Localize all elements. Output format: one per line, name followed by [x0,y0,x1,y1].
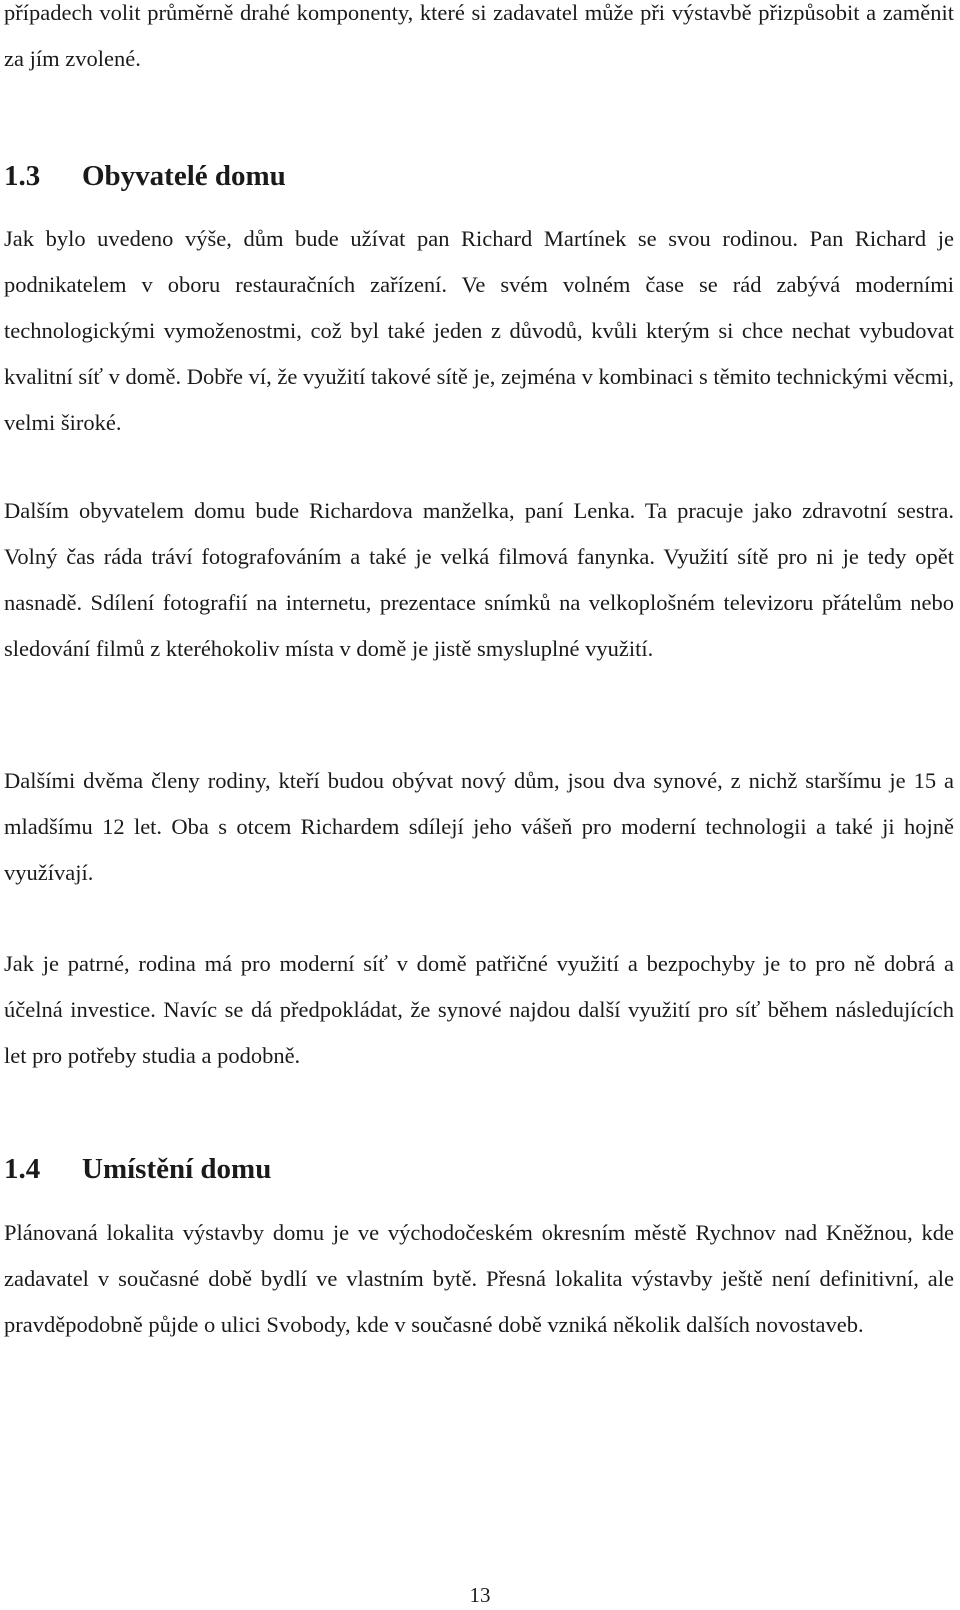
paragraph-residents-sons: Dalšími dvěma členy rodiny, kteří budou obývat nový dům, jsou dva synové, z nichž staršímu je 15 a mladšímu 12 let. Oba s otcem Richardem sdílejí jeho vášeň pro moderní technologii a také ji hojně využívají. [4,768,954,885]
paragraph-residents-richard: Jak bylo uvedeno výše, dům bude užívat pan Richard Martínek se svou rodinou. Pan Richard je podnikatelem v oboru restauračních zařízení. Ve svém volném čase se rád zabývá moderními technologickými vymoženostmi, což byl také jeden z důvodů, kvůli kterým si chce nechat vybudovat kvalitní síť v domě. Dobře ví, že využití takové sítě je, zejména v kombinaci s těmito technickými věcmi, velmi široké. [4,226,954,435]
section-heading-1-3 [4,158,286,194]
section-heading-1-4 [4,1151,271,1187]
paragraph-residents-summary: Jak je patrné, rodina má pro moderní síť v domě patřičné využití a bezpochyby je to pro ně dobrá a účelná investice. Navíc se dá předpokládat, že synové najdou další využití pro síť během následujících let pro potřeby studia a podobně. [4,951,954,1068]
page-number: 13 [469,1583,491,1607]
section-title: Obyvatelé domu [82,160,286,192]
paragraph-intro-continuation: případech volit průměrně drahé komponenty, které si zadavatel může při výstavbě přizpůsobit a zaměnit za jím zvolené. [4,0,954,71]
paragraph-residents-lenka: Dalším obyvatelem domu bude Richardova manželka, paní Lenka. Ta pracuje jako zdravotní sestra. Volný čas ráda tráví fotografováním a také je velká filmová fanynka. Využití sítě pro ni je tedy opět nasnadě. Sdílení fotografií na internetu, prezentace snímků na velkoplošném televizoru přátelům nebo sledování filmů z kteréhokoliv místa v domě je jistě smysluplné využití. [4,498,954,661]
section-number: 1.3 [4,160,41,192]
paragraph-house-location: Plánovaná lokalita výstavby domu je ve východočeském okresním městě Rychnov nad Kněžnou, kde zadavatel v současné době bydlí ve vlastním bytě. Přesná lokalita výstavby ještě není definitivní, ale pravděpodobně půjde o ulici Svobody, kde v současné době vzniká několik dalších novostaveb. [4,1220,954,1337]
section-title: Umístění domu [82,1153,272,1185]
section-number: 1.4 [4,1153,41,1185]
